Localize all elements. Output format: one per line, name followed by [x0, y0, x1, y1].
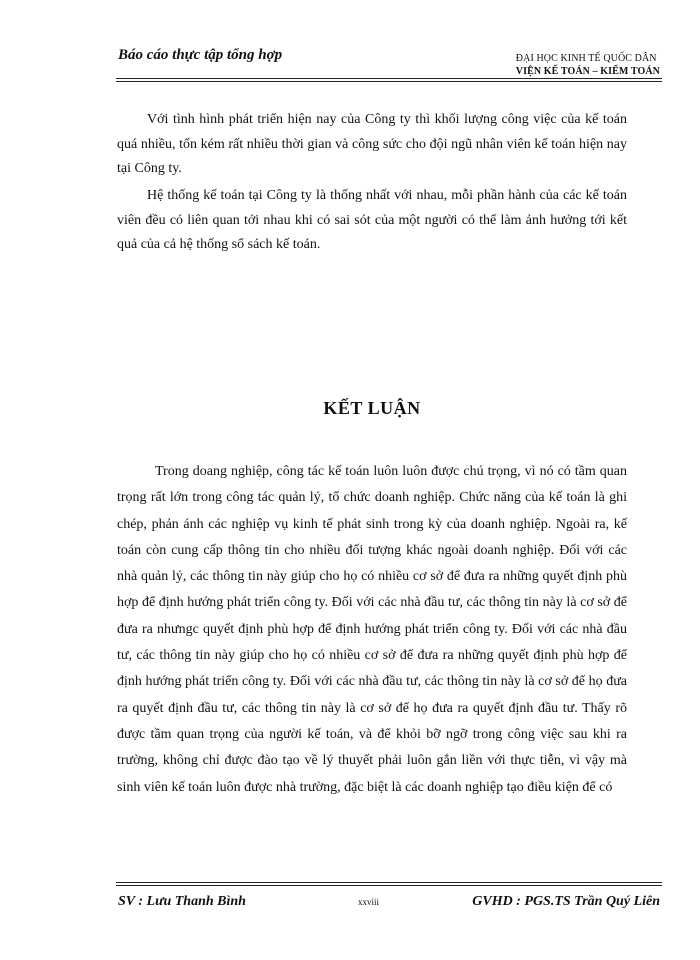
institution-block: [516, 52, 660, 78]
university-name: ĐẠI HỌC KINH TẾ QUỐC DÂN: [515, 53, 657, 64]
header-rule-thin: [116, 81, 662, 82]
body-paragraph-2: Hệ thống kế toán tại Công ty là thống nhất với nhau, mỗi phần hành của các kế toán viên đều có liên quan tới nhau khi có sai sót của một người có thể làm ảnh hưởng tới kết quả của cả hệ thống sổ sách kế toán.: [117, 188, 627, 253]
institute-name: VIỆN KẾ TOÁN – KIỂM TOÁN: [515, 66, 660, 77]
student-name: SV : Lưu Thanh Bình: [118, 894, 246, 909]
header-rule-thick: [116, 78, 662, 79]
report-title: Báo cáo thực tập tổng hợp: [118, 47, 283, 63]
footer-rule-thin: [116, 882, 662, 883]
body-paragraph-1: Với tình hình phát triển hiện nay của Công ty thì khối lượng công việc của kế toán quá nhiều, tốn kém rất nhiều thời gian và công sức cho đội ngũ nhân viên kế toán hiện nay tại Công ty.: [117, 112, 627, 177]
supervisor-name: GVHD : PGS.TS Trần Quý Liên: [472, 894, 660, 909]
footer-rule-thick: [116, 885, 662, 886]
section-heading: KẾT LUẬN: [323, 398, 421, 418]
page-number: xxviii: [358, 897, 380, 907]
conclusion-paragraph: Trong doang nghiệp, công tác kế toán luôn luôn được chú trọng, vì nó có tầm quan trọng rất lớn trong công tác quản lý, tổ chức doanh nghiệp. Chức năng của kế toán là ghi chép, phản ánh các nghiệp vụ kinh tế phát sinh trong kỳ của doanh nghiệp. Ngoài ra, kế toán còn cung cấp thông tin cho nhiều đối tượng khác ngoài doanh nghiệp. Đối với các nhà quản lý, các thông tin này giúp cho họ có nhiều cơ sở để đưa ra những quyết định phù hợp để định hướng phát triển công ty. Đối với các nhà đầu tư, các thông tin này là cơ sở để đưa ra nhưngc quyết định phù hợp để định hướng phát triển công ty. Đối với các nhà đầu tư, các thông tin này giúp cho họ có nhiều cơ sở để đưa ra những quyết định phù hợp để định hướng phát triển công ty. Đối với các nhà đầu tư, các thông tin này là cơ sở để họ đưa ra quyết định đầu tư, các thông tin này là cơ sở để họ đưa ra quyết định đầu tư. Thấy rõ được tầm quan trọng của người kế toán, và để khỏi bỡ ngỡ trong công việc sau khi ra trường, không chỉ được đào tạo về lý thuyết phải luôn gắn liền với thực tiễn, vì vậy mà sinh viên kế toán luôn được nhà trường, đặc biệt là các doanh nghiệp tạo điều kiện để có: [117, 464, 627, 795]
